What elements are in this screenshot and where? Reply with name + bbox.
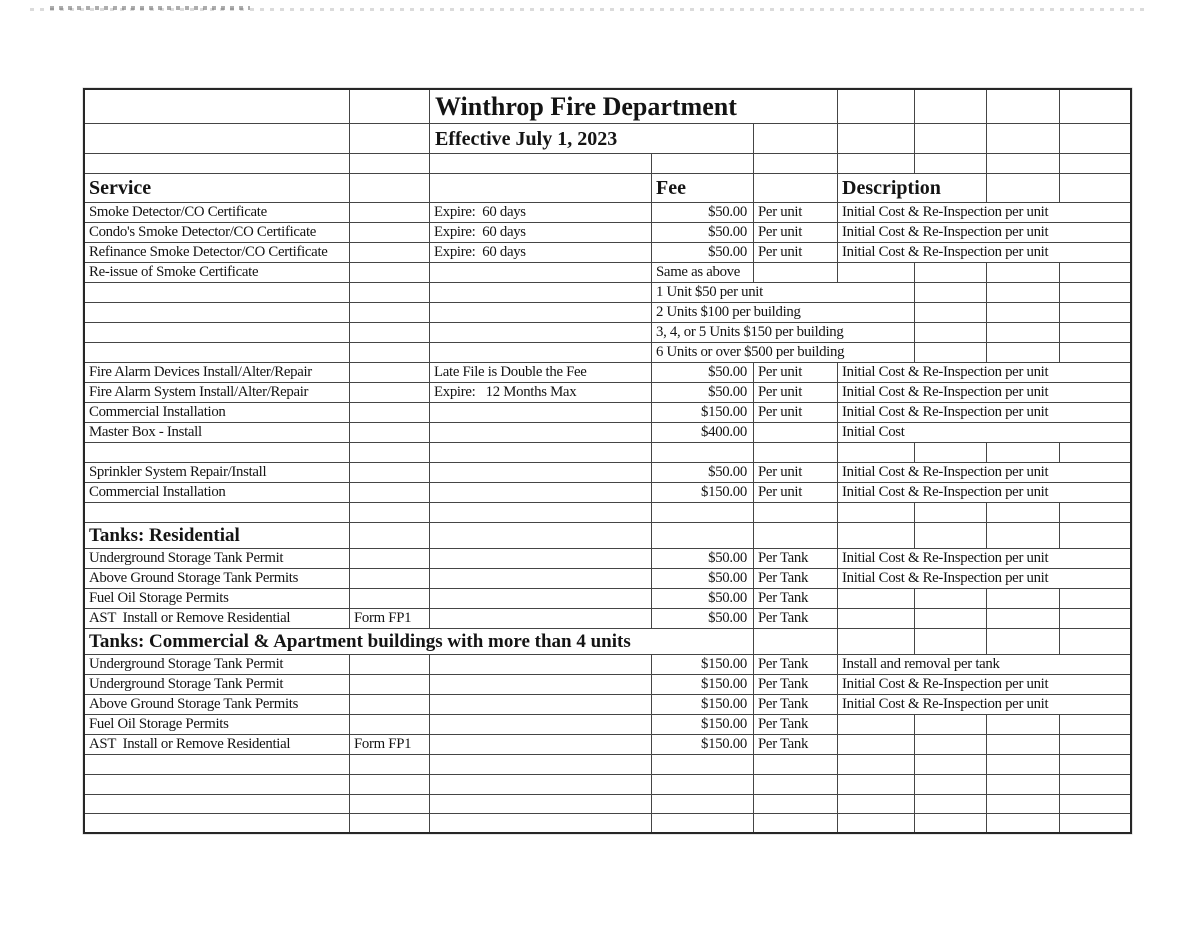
table-cell bbox=[85, 775, 350, 795]
unit-cell: Per Tank bbox=[754, 569, 838, 589]
table-cell bbox=[350, 503, 430, 523]
table-cell bbox=[1060, 174, 1130, 203]
table-cell bbox=[838, 263, 915, 283]
table-cell bbox=[430, 403, 652, 423]
description-cell: Initial Cost & Re-Inspection per unit bbox=[838, 243, 1130, 263]
table-cell bbox=[350, 523, 430, 549]
document-title: Winthrop Fire Department bbox=[430, 90, 838, 124]
table-row bbox=[85, 503, 1130, 523]
table-row bbox=[85, 423, 1130, 443]
table-cell bbox=[987, 343, 1060, 363]
table-cell bbox=[915, 303, 987, 323]
table-cell bbox=[915, 283, 987, 303]
table-cell bbox=[987, 263, 1060, 283]
table-cell bbox=[987, 323, 1060, 343]
table-cell bbox=[652, 795, 754, 814]
table-cell bbox=[350, 589, 430, 609]
table-cell bbox=[1060, 263, 1130, 283]
table-cell bbox=[350, 423, 430, 443]
service-cell: Smoke Detector/CO Certificate bbox=[85, 203, 350, 223]
table-cell bbox=[1060, 715, 1130, 735]
fee-cell: $150.00 bbox=[652, 715, 754, 735]
table-cell bbox=[915, 124, 987, 154]
table-row bbox=[85, 174, 1130, 203]
service-cell: Fire Alarm Devices Install/Alter/Repair bbox=[85, 363, 350, 383]
table-cell bbox=[838, 443, 915, 463]
table-cell bbox=[915, 263, 987, 283]
table-cell bbox=[915, 323, 987, 343]
table-cell bbox=[987, 124, 1060, 154]
table-cell bbox=[1060, 343, 1130, 363]
table-cell bbox=[350, 263, 430, 283]
service-cell: Underground Storage Tank Permit bbox=[85, 549, 350, 569]
fee-cell: $50.00 bbox=[652, 569, 754, 589]
service-cell: Fire Alarm System Install/Alter/Repair bbox=[85, 383, 350, 403]
table-cell bbox=[430, 523, 652, 549]
service-cell: Underground Storage Tank Permit bbox=[85, 675, 350, 695]
service-cell: AST Install or Remove Residential bbox=[85, 609, 350, 629]
table-cell bbox=[838, 814, 915, 832]
table-cell bbox=[85, 503, 350, 523]
fee-cell: $50.00 bbox=[652, 383, 754, 403]
table-cell bbox=[430, 323, 652, 343]
table-cell bbox=[350, 814, 430, 832]
fee-cell: $50.00 bbox=[652, 363, 754, 383]
table-cell bbox=[838, 609, 915, 629]
description-cell: Initial Cost & Re-Inspection per unit bbox=[838, 695, 1130, 715]
table-cell bbox=[838, 629, 915, 655]
fee-cell: 2 Units $100 per building bbox=[652, 303, 915, 323]
fee-cell: $50.00 bbox=[652, 243, 754, 263]
table-cell bbox=[754, 263, 838, 283]
table-row bbox=[85, 814, 1130, 832]
table-row bbox=[85, 263, 1130, 283]
table-cell bbox=[1060, 589, 1130, 609]
table-row bbox=[85, 549, 1130, 569]
description-cell: Initial Cost & Re-Inspection per unit bbox=[838, 403, 1130, 423]
table-cell bbox=[1060, 629, 1130, 655]
table-cell bbox=[350, 443, 430, 463]
table-cell bbox=[430, 263, 652, 283]
service-column-header: Service bbox=[85, 174, 350, 203]
table-cell bbox=[987, 503, 1060, 523]
table-cell bbox=[838, 589, 915, 609]
table-cell bbox=[915, 343, 987, 363]
table-cell bbox=[1060, 154, 1130, 174]
table-cell bbox=[350, 124, 430, 154]
table-cell bbox=[987, 523, 1060, 549]
table-row bbox=[85, 609, 1130, 629]
table-cell bbox=[915, 154, 987, 174]
table-cell bbox=[987, 609, 1060, 629]
table-cell bbox=[1060, 795, 1130, 814]
table-cell bbox=[430, 655, 652, 675]
table-row bbox=[85, 323, 1130, 343]
table-cell bbox=[350, 174, 430, 203]
unit-cell: Per Tank bbox=[754, 589, 838, 609]
unit-cell: Per Tank bbox=[754, 609, 838, 629]
table-cell bbox=[430, 755, 652, 775]
fee-cell: $50.00 bbox=[652, 223, 754, 243]
table-cell bbox=[350, 655, 430, 675]
table-cell bbox=[652, 503, 754, 523]
fee-column-header: Fee bbox=[652, 174, 754, 203]
expiry-cell: Expire: 60 days bbox=[430, 243, 652, 263]
service-cell: Fuel Oil Storage Permits bbox=[85, 589, 350, 609]
table-cell bbox=[1060, 755, 1130, 775]
table-cell bbox=[350, 223, 430, 243]
table-cell bbox=[652, 523, 754, 549]
table-cell bbox=[430, 483, 652, 503]
description-cell: Initial Cost & Re-Inspection per unit bbox=[838, 363, 1130, 383]
table-cell bbox=[987, 174, 1060, 203]
table-cell bbox=[838, 775, 915, 795]
table-cell bbox=[652, 755, 754, 775]
unit-cell: Per Tank bbox=[754, 549, 838, 569]
table-cell bbox=[430, 735, 652, 755]
table-cell bbox=[1060, 90, 1130, 124]
fee-cell: 1 Unit $50 per unit bbox=[652, 283, 915, 303]
table-cell bbox=[915, 523, 987, 549]
table-row bbox=[85, 303, 1130, 323]
table-cell bbox=[85, 90, 350, 124]
table-cell bbox=[350, 775, 430, 795]
section-tanks-commercial: Tanks: Commercial & Apartment buildings with more than 4 units bbox=[85, 629, 754, 655]
table-cell bbox=[987, 589, 1060, 609]
table-cell bbox=[350, 463, 430, 483]
table-cell bbox=[754, 154, 838, 174]
table-cell bbox=[915, 715, 987, 735]
table-cell bbox=[1060, 609, 1130, 629]
description-cell: Initial Cost & Re-Inspection per unit bbox=[838, 463, 1130, 483]
table-row bbox=[85, 483, 1130, 503]
table-cell bbox=[838, 124, 915, 154]
table-cell bbox=[915, 814, 987, 832]
table-row bbox=[85, 589, 1130, 609]
table-cell bbox=[350, 483, 430, 503]
table-cell bbox=[350, 283, 430, 303]
fee-cell: $50.00 bbox=[652, 609, 754, 629]
table-cell bbox=[430, 814, 652, 832]
table-cell bbox=[430, 154, 652, 174]
table-cell bbox=[350, 695, 430, 715]
table-cell bbox=[350, 795, 430, 814]
table-cell bbox=[85, 343, 350, 363]
table-cell bbox=[1060, 814, 1130, 832]
unit-cell: Per Tank bbox=[754, 715, 838, 735]
unit-cell: Per Tank bbox=[754, 675, 838, 695]
table-cell bbox=[987, 303, 1060, 323]
table-cell bbox=[85, 443, 350, 463]
table-cell bbox=[430, 283, 652, 303]
unit-cell: Per Tank bbox=[754, 655, 838, 675]
table-cell bbox=[838, 735, 915, 755]
table-cell bbox=[915, 90, 987, 124]
table-cell bbox=[987, 775, 1060, 795]
table-cell bbox=[754, 423, 838, 443]
table-cell bbox=[85, 154, 350, 174]
fee-cell: $150.00 bbox=[652, 675, 754, 695]
fee-cell: 3, 4, or 5 Units $150 per building bbox=[652, 323, 915, 343]
table-cell bbox=[987, 795, 1060, 814]
table-cell bbox=[915, 609, 987, 629]
fee-cell: $50.00 bbox=[652, 589, 754, 609]
table-cell bbox=[838, 795, 915, 814]
table-row bbox=[85, 569, 1130, 589]
table-cell bbox=[754, 814, 838, 832]
table-cell bbox=[915, 795, 987, 814]
table-cell bbox=[987, 814, 1060, 832]
table-cell bbox=[754, 629, 838, 655]
table-row bbox=[85, 463, 1130, 483]
table-cell bbox=[915, 589, 987, 609]
table-row bbox=[85, 124, 1130, 154]
table-cell bbox=[1060, 443, 1130, 463]
service-cell: AST Install or Remove Residential bbox=[85, 735, 350, 755]
table-cell bbox=[85, 303, 350, 323]
table-cell bbox=[85, 323, 350, 343]
service-cell: Fuel Oil Storage Permits bbox=[85, 715, 350, 735]
table-cell bbox=[915, 629, 987, 655]
table-cell bbox=[987, 715, 1060, 735]
table-cell bbox=[652, 775, 754, 795]
table-cell bbox=[915, 755, 987, 775]
table-cell bbox=[350, 90, 430, 124]
table-cell bbox=[350, 363, 430, 383]
table-cell bbox=[1060, 735, 1130, 755]
table-cell bbox=[350, 755, 430, 775]
fee-cell: Same as above bbox=[652, 263, 754, 283]
table-cell bbox=[430, 343, 652, 363]
form-cell: Form FP1 bbox=[350, 735, 430, 755]
service-cell: Master Box - Install bbox=[85, 423, 350, 443]
service-cell: Above Ground Storage Tank Permits bbox=[85, 569, 350, 589]
table-cell bbox=[915, 503, 987, 523]
table-cell bbox=[430, 423, 652, 443]
table-cell bbox=[1060, 523, 1130, 549]
table-cell bbox=[987, 629, 1060, 655]
table-row bbox=[85, 203, 1130, 223]
table-cell bbox=[85, 283, 350, 303]
expiry-cell: Expire: 12 Months Max bbox=[430, 383, 652, 403]
form-cell: Form FP1 bbox=[350, 609, 430, 629]
table-cell bbox=[754, 443, 838, 463]
table-row bbox=[85, 403, 1130, 423]
table-cell bbox=[987, 283, 1060, 303]
description-cell: Install and removal per tank bbox=[838, 655, 1130, 675]
table-cell bbox=[350, 154, 430, 174]
table-cell bbox=[350, 383, 430, 403]
table-row bbox=[85, 735, 1130, 755]
table-cell bbox=[430, 795, 652, 814]
table-row bbox=[85, 243, 1130, 263]
effective-date: Effective July 1, 2023 bbox=[430, 124, 754, 154]
table-row bbox=[85, 675, 1130, 695]
service-cell: Commercial Installation bbox=[85, 483, 350, 503]
table-row bbox=[85, 343, 1130, 363]
table-cell bbox=[1060, 303, 1130, 323]
table-cell bbox=[754, 174, 838, 203]
table-cell bbox=[838, 90, 915, 124]
table-row bbox=[85, 283, 1130, 303]
scan-noise-dash bbox=[50, 6, 250, 10]
unit-cell: Per unit bbox=[754, 483, 838, 503]
description-cell: Initial Cost bbox=[838, 423, 1130, 443]
unit-cell: Per unit bbox=[754, 403, 838, 423]
table-cell bbox=[430, 569, 652, 589]
table-cell bbox=[430, 715, 652, 735]
table-cell bbox=[754, 523, 838, 549]
fee-cell: $150.00 bbox=[652, 403, 754, 423]
table-cell bbox=[987, 154, 1060, 174]
unit-cell: Per unit bbox=[754, 223, 838, 243]
unit-cell: Per unit bbox=[754, 463, 838, 483]
table-cell bbox=[987, 735, 1060, 755]
table-row bbox=[85, 795, 1130, 814]
description-cell: Initial Cost & Re-Inspection per unit bbox=[838, 549, 1130, 569]
table-cell bbox=[652, 814, 754, 832]
fee-cell: $400.00 bbox=[652, 423, 754, 443]
table-cell bbox=[754, 124, 838, 154]
table-cell bbox=[430, 463, 652, 483]
table-cell bbox=[754, 775, 838, 795]
service-cell: Underground Storage Tank Permit bbox=[85, 655, 350, 675]
table-cell bbox=[838, 755, 915, 775]
table-cell bbox=[915, 735, 987, 755]
table-cell bbox=[1060, 503, 1130, 523]
table-cell bbox=[987, 443, 1060, 463]
fee-cell: $150.00 bbox=[652, 735, 754, 755]
table-row bbox=[85, 383, 1130, 403]
table-cell bbox=[350, 569, 430, 589]
table-cell bbox=[85, 124, 350, 154]
fee-cell: $150.00 bbox=[652, 655, 754, 675]
table-row bbox=[85, 154, 1130, 174]
table-cell bbox=[754, 795, 838, 814]
fee-cell: $150.00 bbox=[652, 483, 754, 503]
unit-cell: Per unit bbox=[754, 363, 838, 383]
table-cell bbox=[85, 814, 350, 832]
table-cell bbox=[350, 549, 430, 569]
table-row bbox=[85, 363, 1130, 383]
fee-cell: $50.00 bbox=[652, 203, 754, 223]
table-cell bbox=[987, 90, 1060, 124]
service-cell: Above Ground Storage Tank Permits bbox=[85, 695, 350, 715]
table-cell bbox=[652, 154, 754, 174]
table-cell bbox=[350, 343, 430, 363]
table-cell bbox=[838, 154, 915, 174]
table-cell bbox=[350, 715, 430, 735]
table-cell bbox=[1060, 775, 1130, 795]
table-cell bbox=[652, 443, 754, 463]
table-cell bbox=[350, 323, 430, 343]
table-cell bbox=[838, 503, 915, 523]
description-column-header: Description bbox=[838, 174, 987, 203]
unit-cell: Per unit bbox=[754, 243, 838, 263]
table-cell bbox=[430, 675, 652, 695]
description-cell: Initial Cost & Re-Inspection per unit bbox=[838, 483, 1130, 503]
service-cell: Re-issue of Smoke Certificate bbox=[85, 263, 350, 283]
fee-cell: $50.00 bbox=[652, 463, 754, 483]
table-cell bbox=[350, 303, 430, 323]
table-row bbox=[85, 629, 1130, 655]
table-cell bbox=[430, 609, 652, 629]
table-cell bbox=[1060, 124, 1130, 154]
description-cell: Initial Cost & Re-Inspection per unit bbox=[838, 383, 1130, 403]
fee-schedule-table bbox=[83, 88, 1132, 834]
table-cell bbox=[754, 503, 838, 523]
unit-cell: Per unit bbox=[754, 383, 838, 403]
table-row bbox=[85, 715, 1130, 735]
table-cell bbox=[838, 715, 915, 735]
fee-cell: $150.00 bbox=[652, 695, 754, 715]
table-cell bbox=[838, 523, 915, 549]
table-row bbox=[85, 775, 1130, 795]
service-cell: Refinance Smoke Detector/CO Certificate bbox=[85, 243, 350, 263]
section-tanks-residential: Tanks: Residential bbox=[85, 523, 350, 549]
table-cell bbox=[430, 303, 652, 323]
service-cell: Commercial Installation bbox=[85, 403, 350, 423]
description-cell: Initial Cost & Re-Inspection per unit bbox=[838, 569, 1130, 589]
table-cell bbox=[430, 695, 652, 715]
table-row bbox=[85, 755, 1130, 775]
table-cell bbox=[915, 443, 987, 463]
expiry-cell: Late File is Double the Fee bbox=[430, 363, 652, 383]
table-cell bbox=[915, 775, 987, 795]
table-cell bbox=[85, 755, 350, 775]
table-cell bbox=[350, 203, 430, 223]
table-row bbox=[85, 90, 1130, 124]
expiry-cell: Expire: 60 days bbox=[430, 203, 652, 223]
table-cell bbox=[1060, 283, 1130, 303]
unit-cell: Per Tank bbox=[754, 735, 838, 755]
table-cell bbox=[430, 549, 652, 569]
table-cell bbox=[350, 403, 430, 423]
table-row bbox=[85, 443, 1130, 463]
service-cell: Condo's Smoke Detector/CO Certificate bbox=[85, 223, 350, 243]
description-cell: Initial Cost & Re-Inspection per unit bbox=[838, 675, 1130, 695]
expiry-cell: Expire: 60 days bbox=[430, 223, 652, 243]
table-cell bbox=[350, 675, 430, 695]
table-row bbox=[85, 695, 1130, 715]
table-row bbox=[85, 523, 1130, 549]
table-cell bbox=[430, 589, 652, 609]
table-cell bbox=[1060, 323, 1130, 343]
table-cell bbox=[430, 174, 652, 203]
table-cell bbox=[430, 775, 652, 795]
table-cell bbox=[85, 795, 350, 814]
description-cell: Initial Cost & Re-Inspection per unit bbox=[838, 203, 1130, 223]
fee-cell: $50.00 bbox=[652, 549, 754, 569]
service-cell: Sprinkler System Repair/Install bbox=[85, 463, 350, 483]
table-cell bbox=[350, 243, 430, 263]
table-cell bbox=[754, 755, 838, 775]
table-cell bbox=[987, 755, 1060, 775]
unit-cell: Per Tank bbox=[754, 695, 838, 715]
table-cell bbox=[430, 443, 652, 463]
fee-cell: 6 Units or over $500 per building bbox=[652, 343, 915, 363]
unit-cell: Per unit bbox=[754, 203, 838, 223]
table-cell bbox=[430, 503, 652, 523]
table-row bbox=[85, 223, 1130, 243]
description-cell: Initial Cost & Re-Inspection per unit bbox=[838, 223, 1130, 243]
table-row bbox=[85, 655, 1130, 675]
